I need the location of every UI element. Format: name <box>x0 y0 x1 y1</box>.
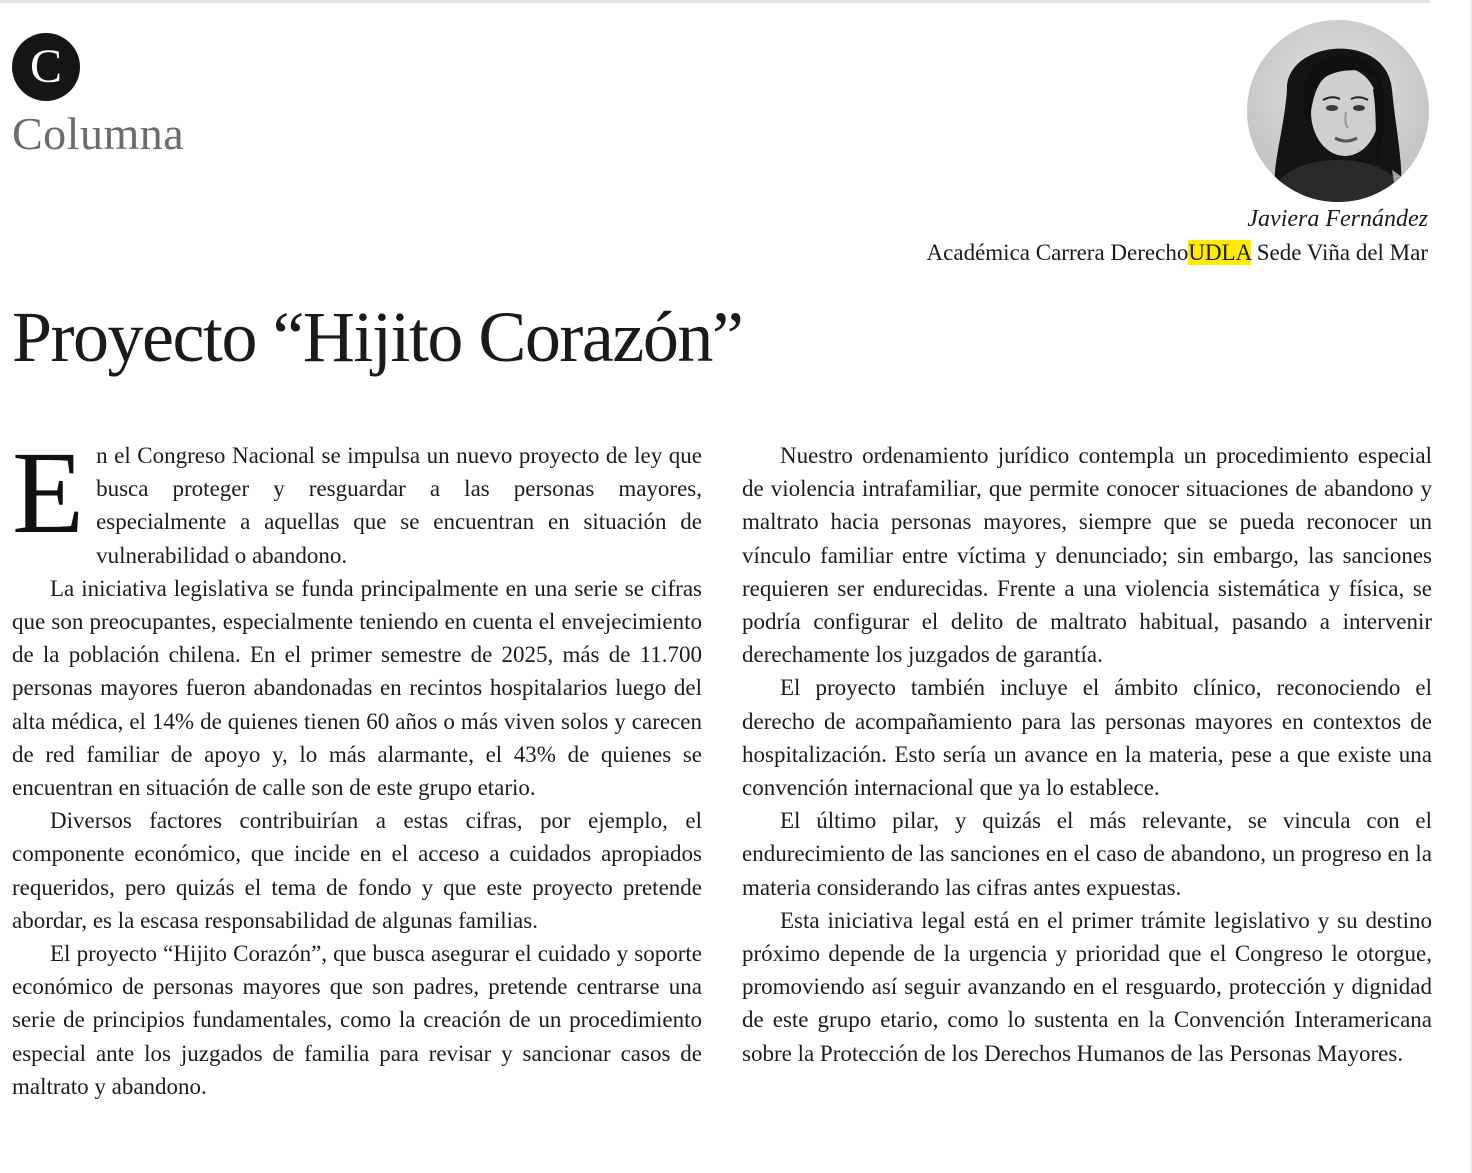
section-label: Columna <box>12 108 185 159</box>
article-paragraph: Diversos factores contribuirían a estas cifras, por ejemplo, el componente económico, que incide en el acceso a cuidados apropiados requeridos, pero quizás el tema de fondo y que este proyecto pretende abordar, es la escasa responsabilidad de algunas familias. <box>12 808 702 933</box>
article-paragraph: Esta iniciativa legal está en el primer trámite legislativo y su destino próximo depende de la urgencia y prioridad que el Congreso le otorgue, promoviendo así seguir avanzando en el resguardo, protección y dignidad de este grupo etario, como lo sustenta en la Convención Interamericana sobre la Protección de los Derechos Humanos de las Personas Mayores. <box>742 907 1432 1066</box>
paragraph-text: n el Congreso Nacional se impulsa un nuevo proyecto de ley que busca proteger y resguardar a las personas mayores, especialmente a aquellas que se encuentran en situación de vulnerabilidad o abandono. <box>96 443 702 568</box>
author-photo <box>1247 20 1429 202</box>
article-column-right <box>742 439 1432 1070</box>
highlighted-institution: UDLA <box>1188 240 1251 265</box>
article-paragraph: El proyecto “Hijito Corazón”, que busca asegurar el cuidado y soporte económico de personas mayores que son padres, pretende centrarse una serie de principios fundamentales, como la creación de un procedimiento especial ante los juzgados de familia para revisar y sancionar casos de maltrato y abandono. <box>12 941 702 1099</box>
article-paragraph <box>12 427 702 572</box>
author-affiliation <box>927 240 1428 266</box>
drop-cap: E <box>12 427 85 558</box>
top-divider <box>0 0 1430 3</box>
article-paragraph: El último pilar, y quizás el más relevante, se vincula con el endurecimiento de las sanciones en el caso de abandono, un progreso en la materia considerando las cifras antes expuestas. <box>742 808 1432 900</box>
author-role-suffix: Sede Viña del Mar <box>1256 240 1428 265</box>
author-portrait-icon <box>1247 20 1429 202</box>
article-paragraph: El proyecto también incluye el ámbito clínico, reconociendo el derecho de acompañamiento para las personas mayores en contextos de hospitalización. Esto sería un avance en la materia, pese a que existe una convención internacional que ya lo establece. <box>742 675 1432 801</box>
article-paragraph: Nuestro ordenamiento jurídico contempla un procedimiento especial de violencia intrafamiliar, que permite conocer situaciones de abandono y maltrato hacia personas mayores, siempre que se pueda reconocer un vínculo familiar entre víctima y denunciado; sin embargo, las sanciones requieren ser endurecidas. Frente a una violencia sistemática y física, se podría configurar el delito de maltrato habitual, pasando a intervenir derechamente los juzgados de garantía. <box>742 443 1432 668</box>
article-headline: Proyecto “Hijito Corazón” <box>12 297 743 377</box>
author-name: Javiera Fernández <box>1247 206 1428 232</box>
section-badge: C <box>12 33 80 101</box>
article-column-left <box>12 427 702 1103</box>
author-role-prefix: Académica Carrera Derecho <box>926 240 1189 265</box>
article-paragraph: La iniciativa legislativa se funda principalmente en una serie se cifras que son preocupantes, especialmente teniendo en cuenta el envejecimiento de la población chilena. En el primer semestre de 2025, más de 11.700 personas mayores fueron abandonadas en recintos hospitalarios luego del alta médica, el 14% de quienes tienen 60 años o más viven solos y carecen de red familiar de apoyo y, lo más alarmante, el 43% de quienes se encuentran en situación de calle son de este grupo etario. <box>12 575 702 801</box>
